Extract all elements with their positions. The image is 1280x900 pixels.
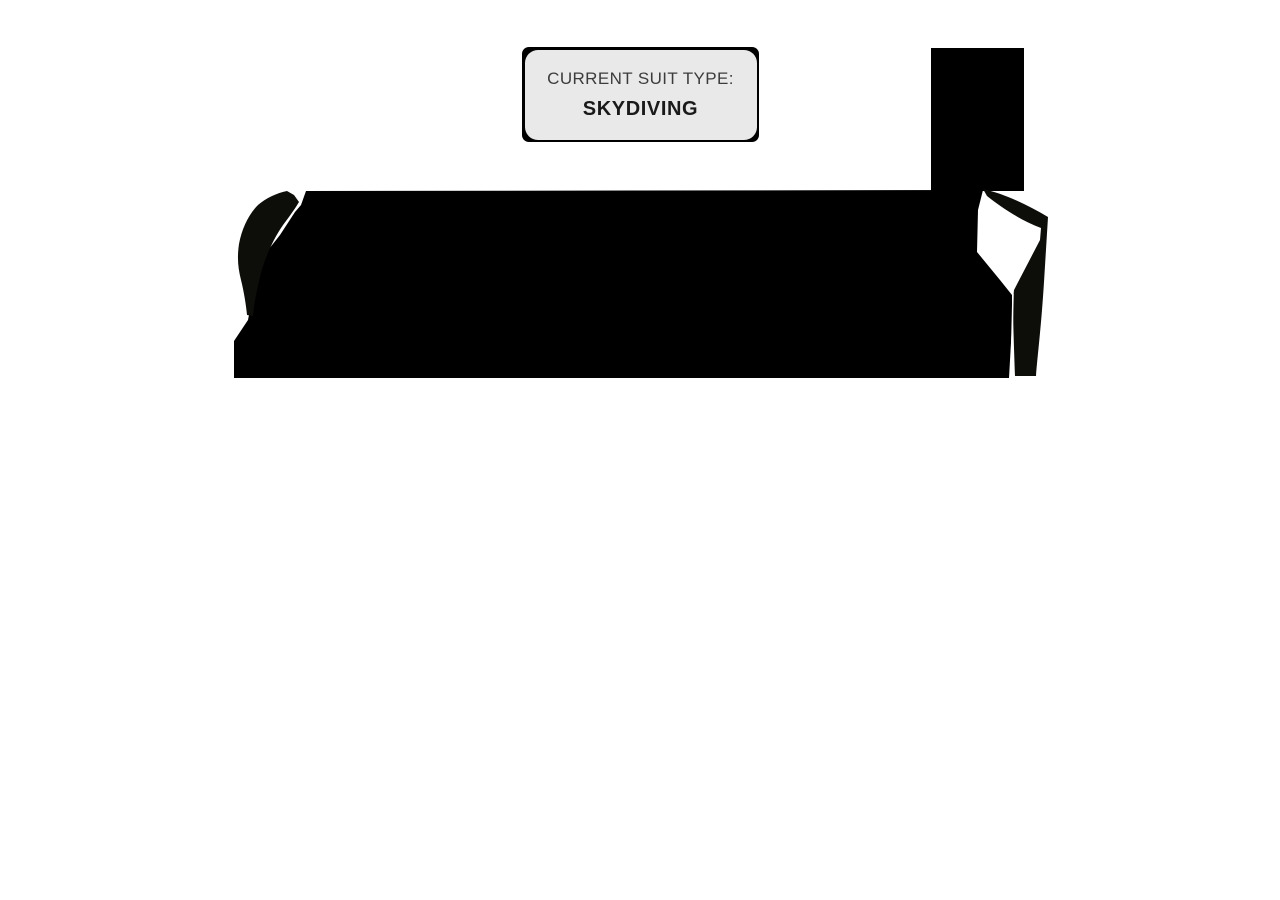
suit-type-label: CURRENT SUIT TYPE: — [547, 68, 734, 88]
suit-type-value: SKYDIVING — [582, 97, 699, 120]
silhouette-head — [931, 48, 1024, 191]
silhouette-torso — [234, 190, 1012, 378]
suit-silhouette — [228, 46, 1050, 380]
